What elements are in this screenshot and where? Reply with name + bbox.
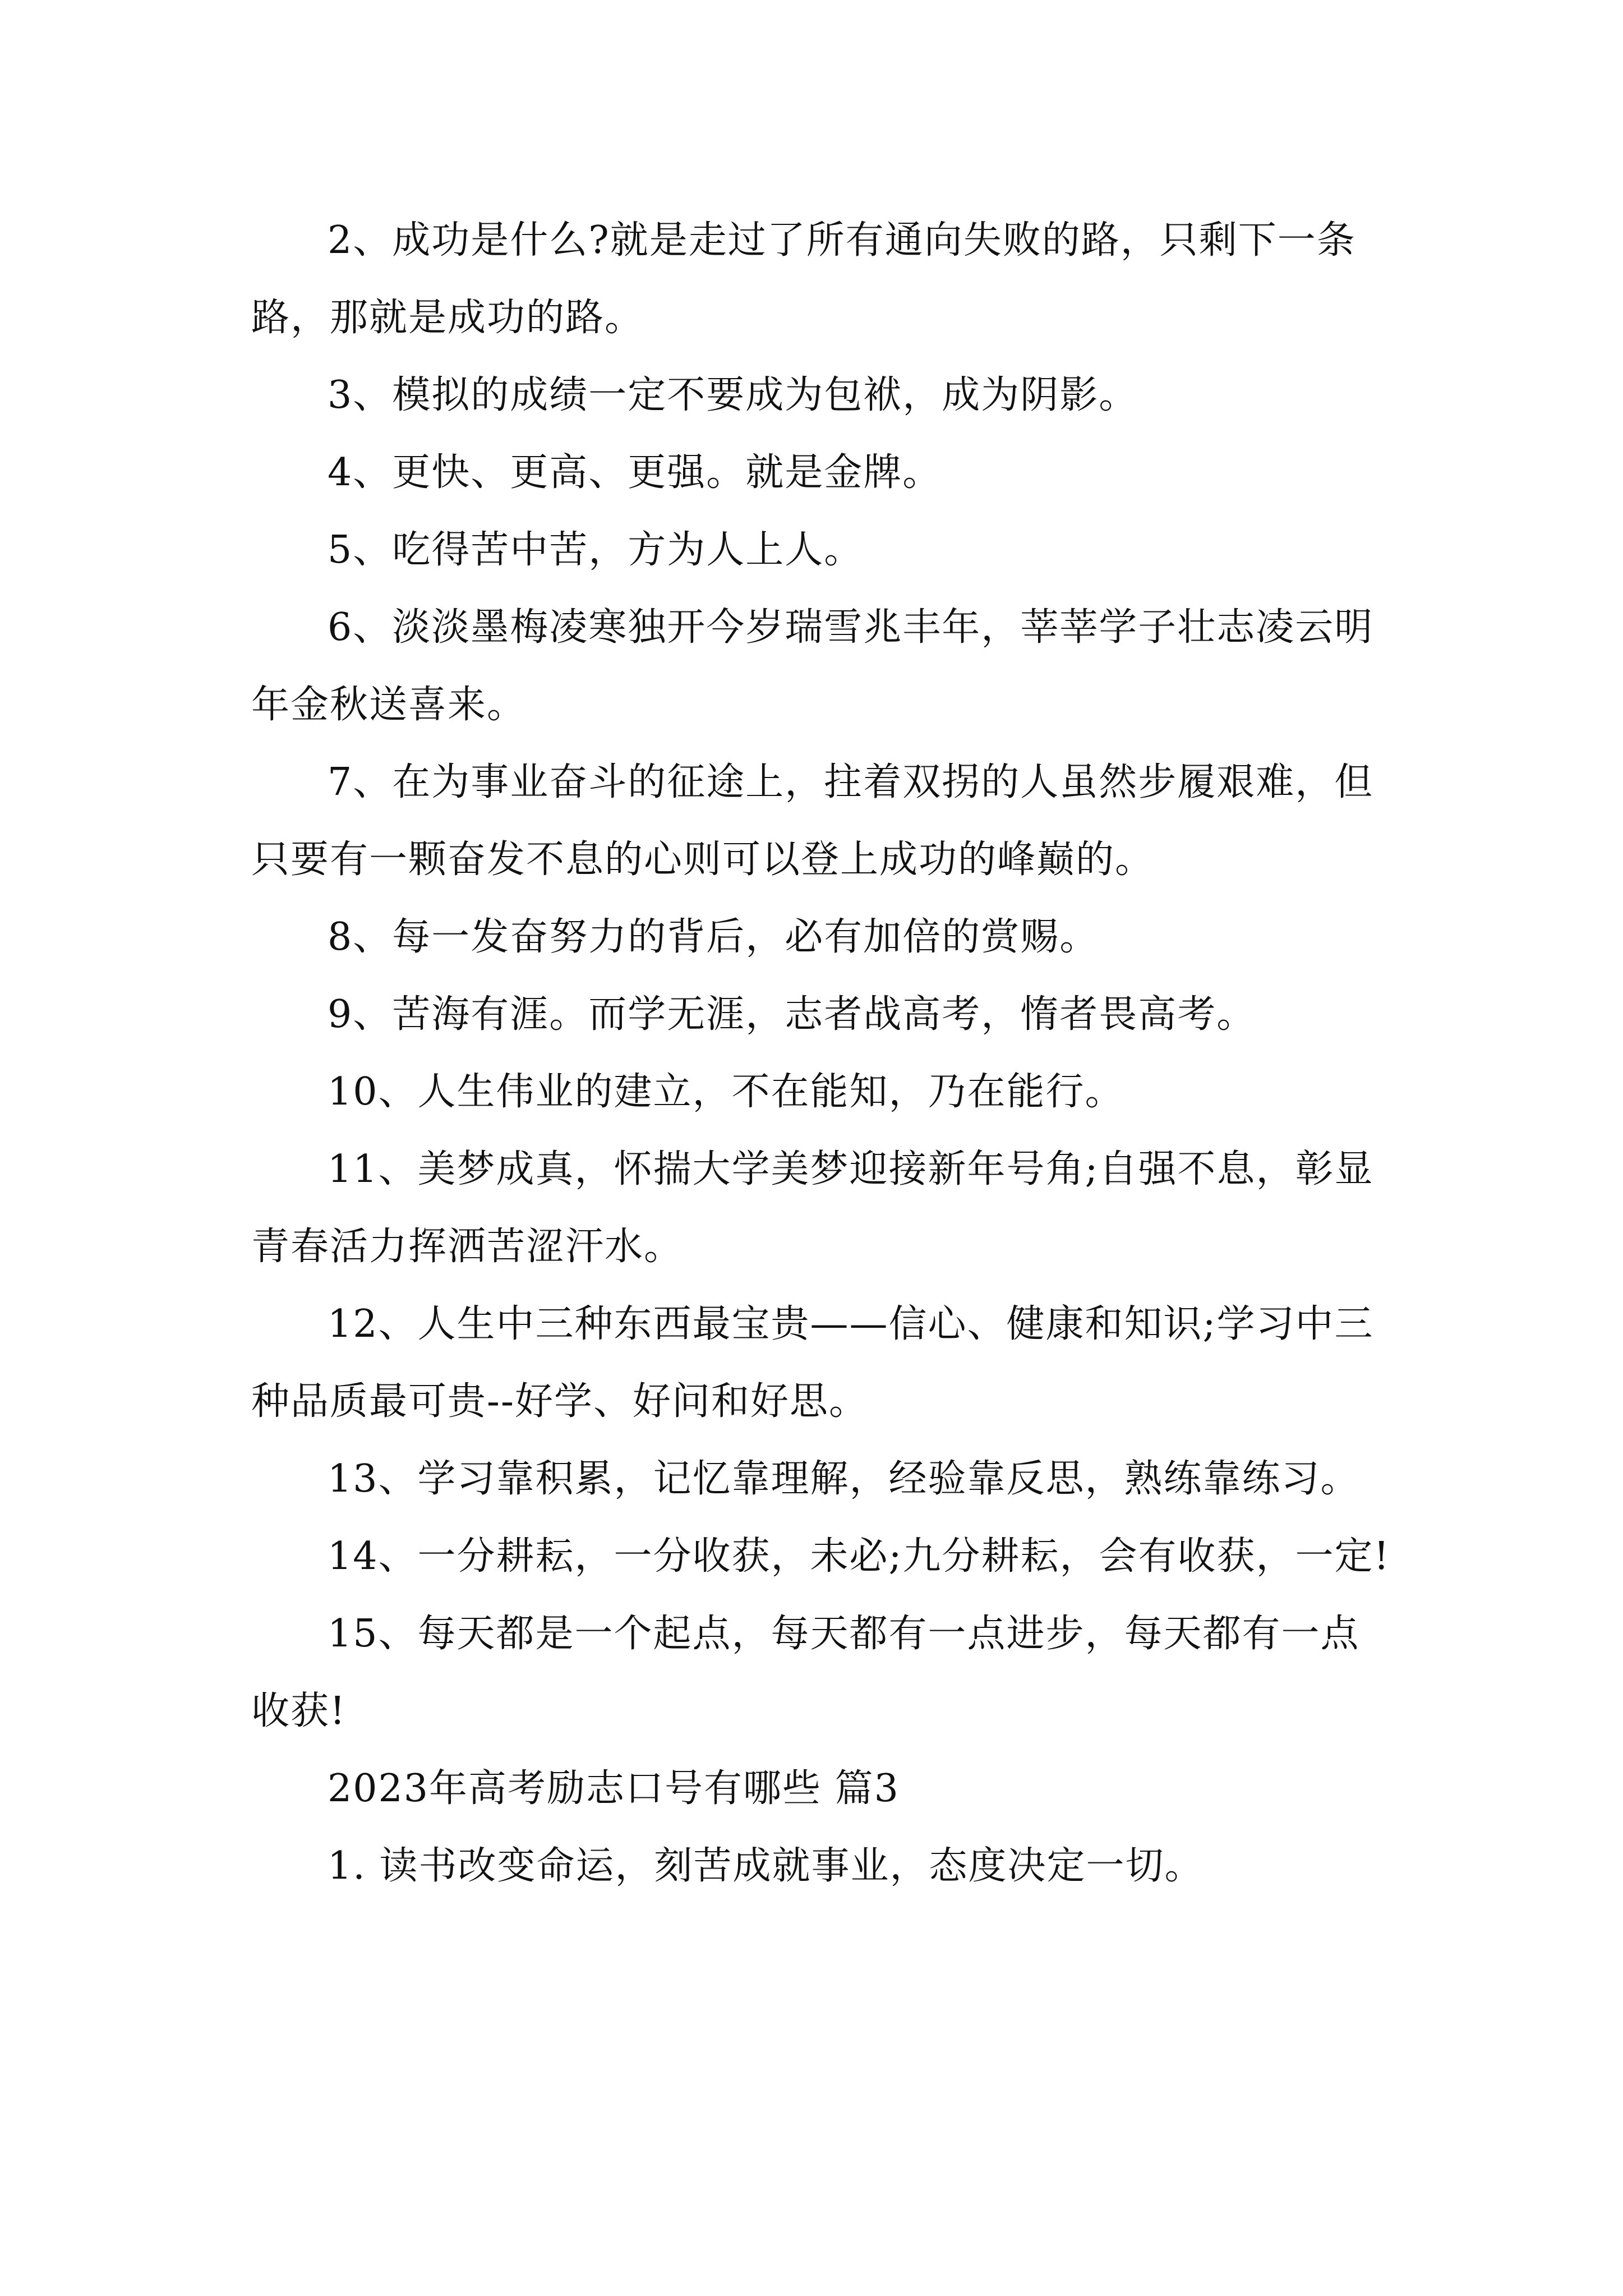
paragraph-item-8: 8、每一发奋努力的背后，必有加倍的赏赐。 <box>328 915 1099 959</box>
paragraph-item-1: 1. 读书改变命运，刻苦成就事业，态度决定一切。 <box>328 1844 1204 1888</box>
paragraph-item-2: 2、成功是什么?就是走过了所有通向失败的路，只剩下一条路，那就是成功的路。 <box>251 218 1356 340</box>
paragraph-item-6: 6、淡淡墨梅凌寒独开今岁瑞雪兆丰年，莘莘学子壮志凌云明年金秋送喜来。 <box>251 605 1374 727</box>
paragraph-item-3: 3、模拟的成绩一定不要成为包袱，成为阴影。 <box>328 373 1138 417</box>
paragraph-item-10: 10、人生伟业的建立，不在能知，乃在能行。 <box>328 1070 1124 1114</box>
document-body <box>251 202 1395 1905</box>
paragraph-item-4: 4、更快、更高、更强。就是金牌。 <box>328 450 942 495</box>
paragraph-item-11: 11、美梦成真，怀揣大学美梦迎接新年号角;自强不息，彰显青春活力挥洒苦涩汗水。 <box>251 1147 1374 1269</box>
section-heading: 2023年高考励志口号有哪些 篇3 <box>328 1766 900 1811</box>
paragraph-item-7: 7、在为事业奋斗的征途上，拄着双拐的人虽然步履艰难，但只要有一颗奋发不息的心则可以登上成功的峰巅的。 <box>251 760 1374 882</box>
paragraph-item-9: 9、苦海有涯。而学无涯，志者战高考，惰者畏高考。 <box>328 992 1256 1037</box>
paragraph-item-5: 5、吃得苦中苦，方为人上人。 <box>328 528 864 572</box>
paragraph-item-15: 15、每天都是一个起点，每天都有一点进步，每天都有一点收获! <box>251 1612 1360 1733</box>
paragraph-item-14: 14、一分耕耘，一分收获，未必;九分耕耘，会有收获，一定! <box>328 1534 1390 1579</box>
paragraph-item-13: 13、学习靠积累，记忆靠理解，经验靠反思，熟练靠练习。 <box>328 1457 1360 1501</box>
paragraph-item-12: 12、人生中三种东西最宝贵——信心、健康和知识;学习中三种品质最可贵--好学、好问和好思。 <box>251 1302 1374 1424</box>
